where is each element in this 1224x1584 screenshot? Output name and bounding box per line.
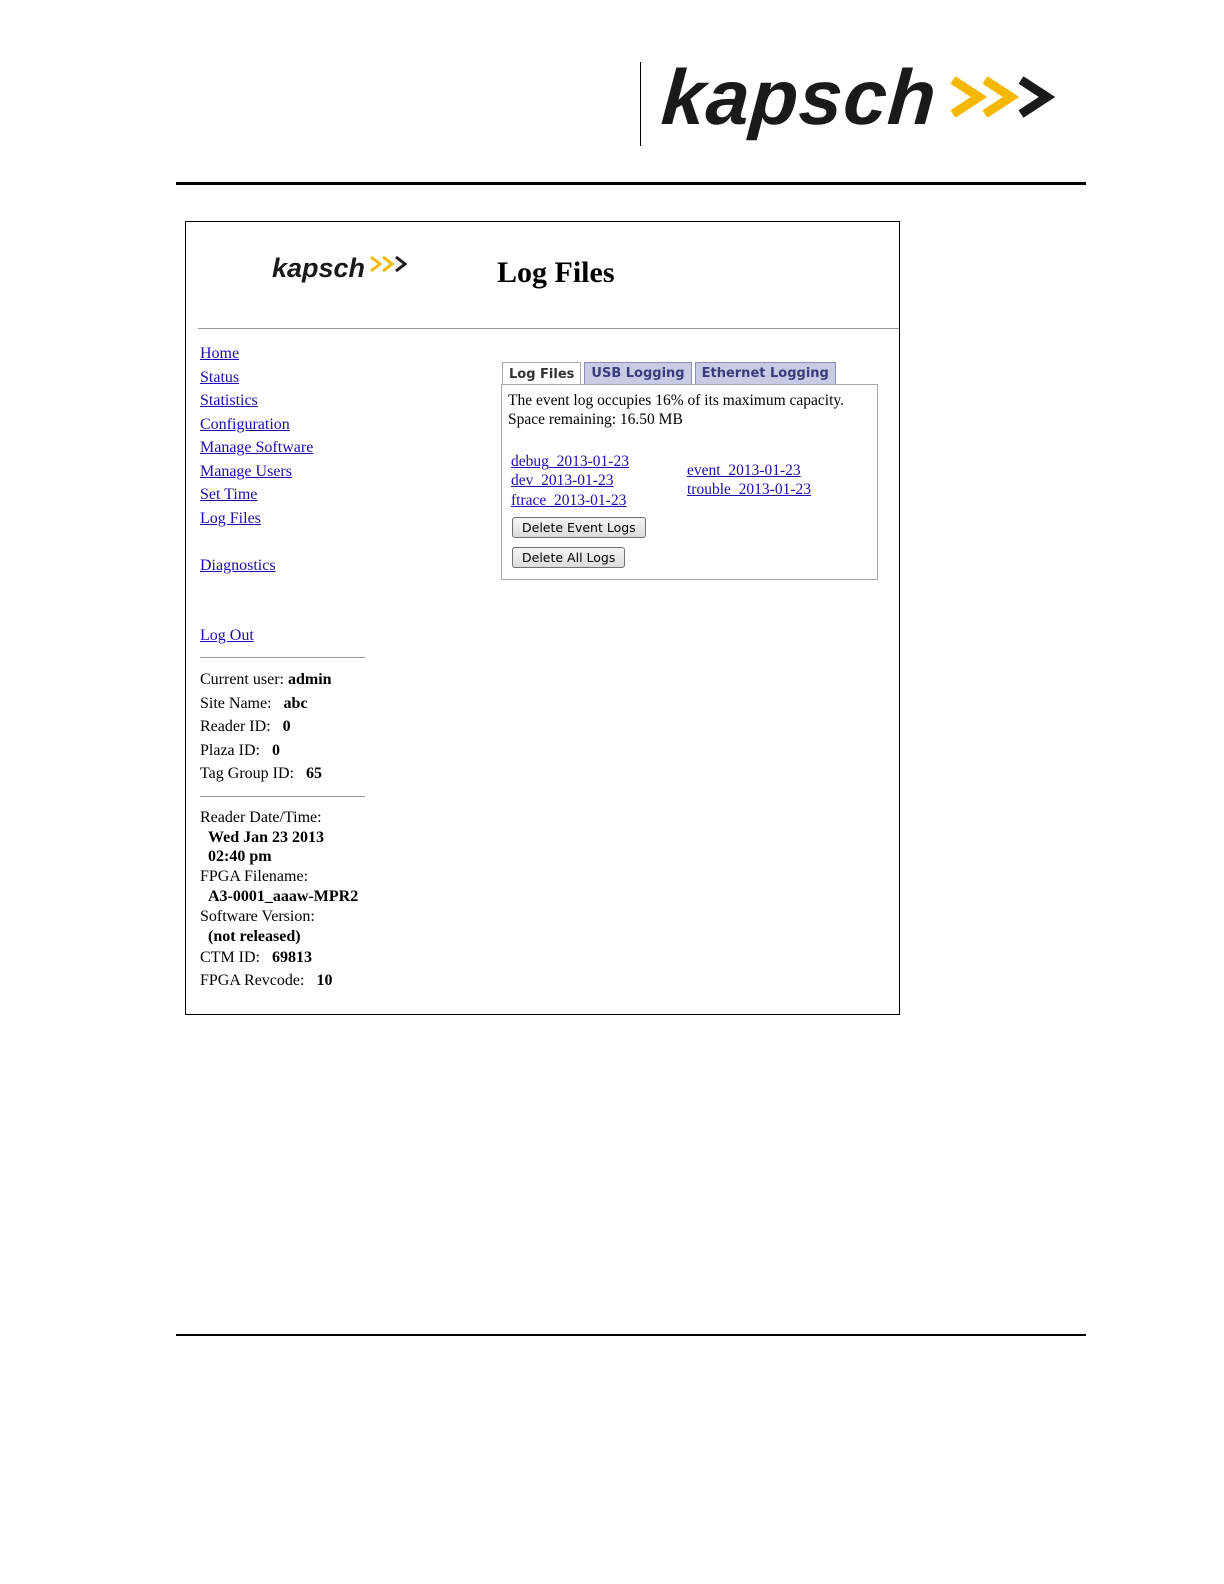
nav-link-status[interactable]: Status [200, 368, 240, 386]
nav-link-configuration[interactable]: Configuration [200, 415, 290, 433]
header-divider [640, 62, 641, 146]
page-logo-text: kapsch [272, 253, 366, 283]
nav-link-set-time[interactable]: Set Time [200, 486, 258, 503]
reader-date-value: Wed Jan 23 2013 [208, 828, 325, 846]
reader-datetime-label: Reader Date/Time: [200, 808, 322, 826]
nav-link-manage-software[interactable]: Manage Software [200, 439, 314, 456]
fpga-revcode-row: FPGA Revcode: 10 [200, 972, 333, 989]
nav-link-home[interactable]: Home [200, 345, 240, 362]
nav-link-manage-users[interactable]: Manage Users [200, 462, 292, 480]
page-logo [272, 255, 412, 282]
plaza-id-row: Plaza ID: 0 [200, 741, 280, 759]
tab-ethernet-logging[interactable]: Ethernet Logging [695, 362, 836, 385]
delete-event-logs-button[interactable]: Delete Event Logs [512, 517, 646, 538]
reader-id-row: Reader ID: 0 [200, 718, 291, 735]
fpga-revcode-value: 10 [316, 972, 333, 989]
ctm-id-value: 69813 [272, 948, 312, 966]
current-user-value: admin [287, 671, 332, 688]
log-file-link-debug[interactable]: debug_2013-01-23 [511, 453, 629, 470]
log-file-link-ftrace[interactable]: ftrace_2013-01-23 [511, 492, 627, 509]
delete-all-logs-button[interactable]: Delete All Logs [512, 547, 625, 568]
space-remaining-text: Space remaining: 16.50 MB [508, 411, 683, 428]
document-top-rule [176, 182, 1086, 185]
log-files-panel [501, 384, 878, 580]
document-bottom-rule [176, 1334, 1086, 1336]
software-version-value: (not released) [208, 927, 301, 945]
kapsch-logo [658, 53, 1065, 141]
reader-time-value: 02:40 pm [208, 847, 272, 865]
chevrons-logo-icon [368, 254, 412, 274]
logo-text: kapsch [658, 53, 940, 141]
page-header [186, 222, 899, 329]
nav-link-diagnostics[interactable]: Diagnostics [200, 557, 276, 574]
nav-link-log-files[interactable]: Log Files [200, 509, 261, 527]
site-name-value: abc [283, 694, 308, 712]
sidebar-nav [200, 342, 380, 647]
sidebar [200, 342, 380, 993]
fpga-filename-label: FPGA Filename: [200, 867, 309, 885]
fpga-filename-value: A3-0001_aaaw-MPR2 [208, 887, 359, 905]
log-file-link-trouble[interactable]: trouble_2013-01-23 [687, 481, 811, 498]
tab-log-files[interactable]: Log Files [502, 362, 581, 386]
chevrons-logo-icon [945, 72, 1065, 122]
tab-usb-logging[interactable]: USB Logging [584, 362, 691, 385]
tag-group-id-value: 65 [305, 765, 322, 782]
log-file-link-event[interactable]: event_2013-01-23 [687, 462, 801, 479]
tag-group-id-row: Tag Group ID: 65 [200, 765, 322, 782]
nav-link-log-out[interactable]: Log Out [200, 626, 254, 644]
log-file-link-dev[interactable]: dev_2013-01-23 [511, 472, 614, 489]
software-version-label: Software Version: [200, 907, 315, 925]
header-rule [198, 328, 899, 329]
page-title: Log Files [497, 256, 615, 289]
site-name-row: Site Name: abc [200, 694, 308, 712]
capacity-text: The event log occupies 16% of its maximum capacity. [508, 392, 845, 409]
web-ui-screenshot [185, 221, 900, 1015]
sidebar-divider [200, 796, 365, 797]
nav-link-statistics[interactable]: Statistics [200, 392, 258, 409]
sidebar-divider [200, 657, 365, 658]
plaza-id-value: 0 [271, 741, 280, 759]
capacity-message [508, 391, 844, 429]
tab-bar [502, 361, 839, 385]
reader-id-value: 0 [282, 718, 291, 735]
current-user-row: Current user: admin [200, 671, 332, 688]
ctm-id-row: CTM ID: 69813 [200, 948, 312, 966]
